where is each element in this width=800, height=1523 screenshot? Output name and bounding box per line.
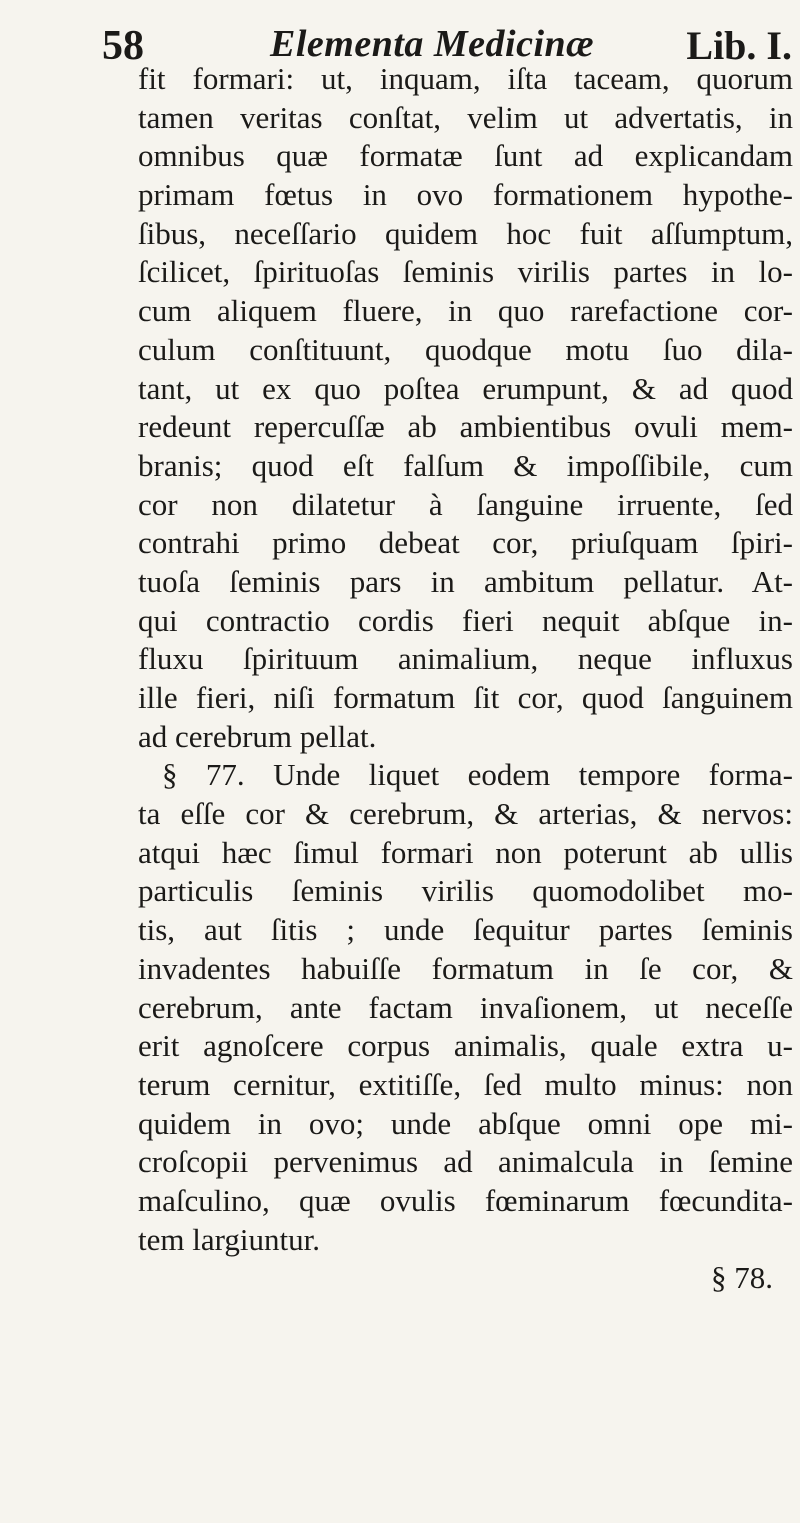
- text-line: fit formari: ut, inquam, iſta taceam, quorum: [138, 61, 793, 96]
- page-number: 58: [102, 23, 144, 69]
- text-line: omnibus quæ formatæ ſunt ad explicandam: [138, 138, 793, 174]
- text-line: ad cerebrum pellat.: [138, 718, 377, 754]
- text-line: cum aliquem fluere, in quo rarefactione cor-: [138, 293, 793, 329]
- text-line: atqui hæc ſimul formari non poterunt ab ullis: [138, 834, 793, 870]
- text-line: tuoſa ſeminis pars in ambitum pellatur. At-: [138, 563, 793, 599]
- text-line: ille fieri, niſi formatum ſit cor, quod ſanguinem: [138, 680, 793, 715]
- catchword: § 78.: [711, 1260, 773, 1296]
- text-line: tamen veritas conſtat, velim ut advertatis, in: [138, 99, 793, 135]
- text-line: tant, ut ex quo poſtea erumpunt, & ad quod: [138, 370, 793, 406]
- text-line: qui contractio cordis fieri nequit abſque in-: [138, 602, 793, 638]
- text-line: croſcopii pervenimus ad animalcula in ſemine: [138, 1144, 793, 1180]
- text-line: contrahi primo debeat cor, priuſquam ſpiri-: [138, 525, 793, 561]
- text-line: ta eſſe cor & cerebrum, & arterias, & nervos:: [138, 796, 793, 832]
- text-line: culum conſtituunt, quodque motu ſuo dila-: [138, 331, 793, 367]
- text-line: ſibus, neceſſario quidem hoc fuit aſſumptum,: [138, 215, 793, 251]
- text-line: tem largiuntur.: [138, 1221, 320, 1257]
- book-label: Lib. I.: [686, 23, 792, 68]
- text-line: invadentes habuiſſe formatum in ſe cor, &: [138, 950, 793, 986]
- text-line: quidem in ovo; unde abſque omni ope mi-: [138, 1105, 793, 1141]
- text-line: maſculino, quæ ovulis fœminarum fœcundita-: [138, 1182, 793, 1218]
- body-text: [138, 60, 793, 1298]
- text-line: primam fœtus in ovo formationem hypothe-: [138, 177, 793, 213]
- section-77-heading-line: § 77. Unde liquet eodem tempore forma-: [162, 757, 793, 793]
- text-line: terum cernitur, extitiſſe, ſed multo minus: non: [138, 1066, 793, 1102]
- text-line: particulis ſeminis virilis quomodolibet mo-: [138, 873, 793, 909]
- text-line: fluxu ſpirituum animalium, neque influxus: [138, 641, 793, 677]
- text-line: cerebrum, ante factam invaſionem, ut neceſſe: [138, 989, 793, 1025]
- text-line: cor non dilatetur à ſanguine irruente, ſed: [138, 486, 793, 522]
- text-line: erit agnoſcere corpus animalis, quale extra u-: [138, 1028, 793, 1064]
- text-line: branis; quod eſt falſum & impoſſibile, cum: [138, 447, 793, 483]
- text-line: redeunt repercuſſæ ab ambientibus ovuli mem-: [138, 409, 793, 445]
- text-line: tis, aut ſitis ; unde ſequitur partes ſeminis: [138, 912, 793, 948]
- text-line: ſcilicet, ſpirituoſas ſeminis virilis partes in lo-: [138, 254, 793, 290]
- running-title: Elementa Medicinæ: [270, 23, 595, 65]
